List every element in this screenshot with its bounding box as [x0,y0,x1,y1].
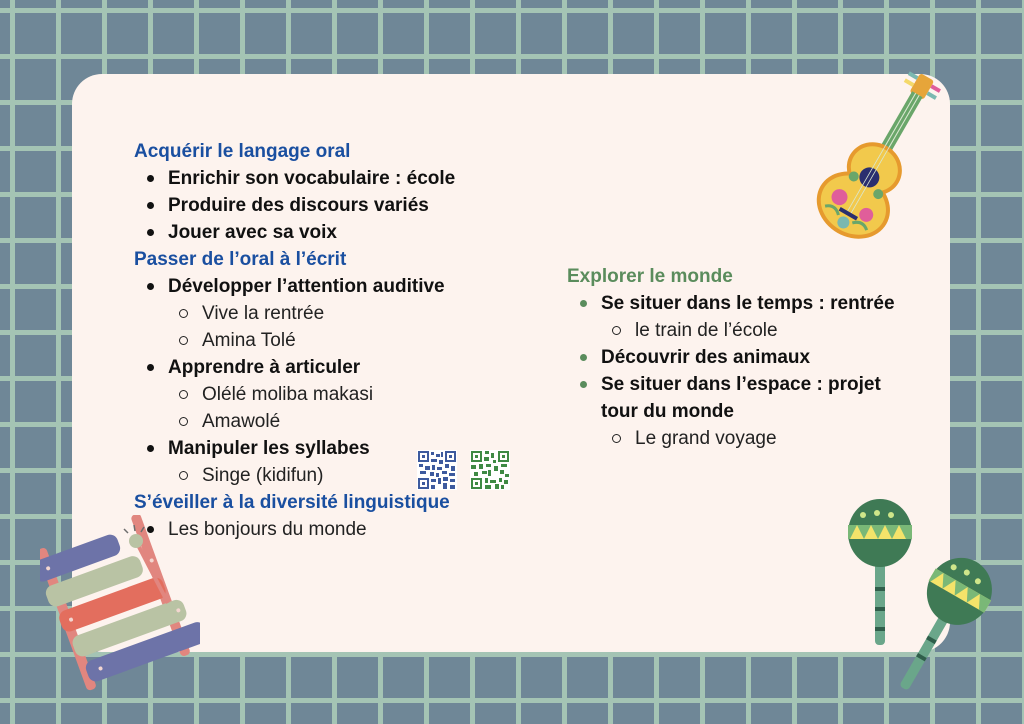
sub-list-item: Singe (kidifun) [134,462,554,489]
sub-list-item: Olélé moliba makasi [134,381,554,408]
list-item: Les bonjours du monde [134,516,554,543]
sub-list-item: Vive la rentrée [134,300,554,327]
sub-list-item: Amina Tolé [134,327,554,354]
right-column [567,263,967,452]
list-item: Enrichir son vocabulaire : école [134,165,554,192]
sub-list-item: le train de l’école [567,317,967,344]
heading-oral-language: Acquérir le langage oral [134,141,351,162]
list-item: Produire des discours variés [134,192,554,219]
list-item: Découvrir des animaux [567,344,967,371]
list-item: Jouer avec sa voix [134,219,554,246]
sub-list-item: Le grand voyage [567,425,967,452]
sub-list-item: Amawolé [134,408,554,435]
qr-code-green-icon[interactable] [470,450,510,490]
list-item: Développer l’attention auditive [134,273,554,300]
list-item: Apprendre à articuler [134,354,554,381]
list-item: Manipuler les syllabes [134,435,554,462]
qr-code-blue-icon[interactable] [417,450,457,490]
heading-explore-world: Explorer le monde [567,266,733,287]
maracas-icon [835,495,1000,700]
explore-world-list [567,290,967,452]
xylophone-icon [40,515,200,695]
list-item: Se situer dans le temps : rentrée [567,290,967,317]
guitar-icon [805,62,955,252]
list-item: Se situer dans l’espace : projet tour du monde [567,371,921,425]
heading-linguistic-diversity: S’éveiller à la diversité linguistique [134,492,450,513]
heading-oral-to-written: Passer de l’oral à l’écrit [134,249,347,270]
oral-language-list [134,165,554,246]
